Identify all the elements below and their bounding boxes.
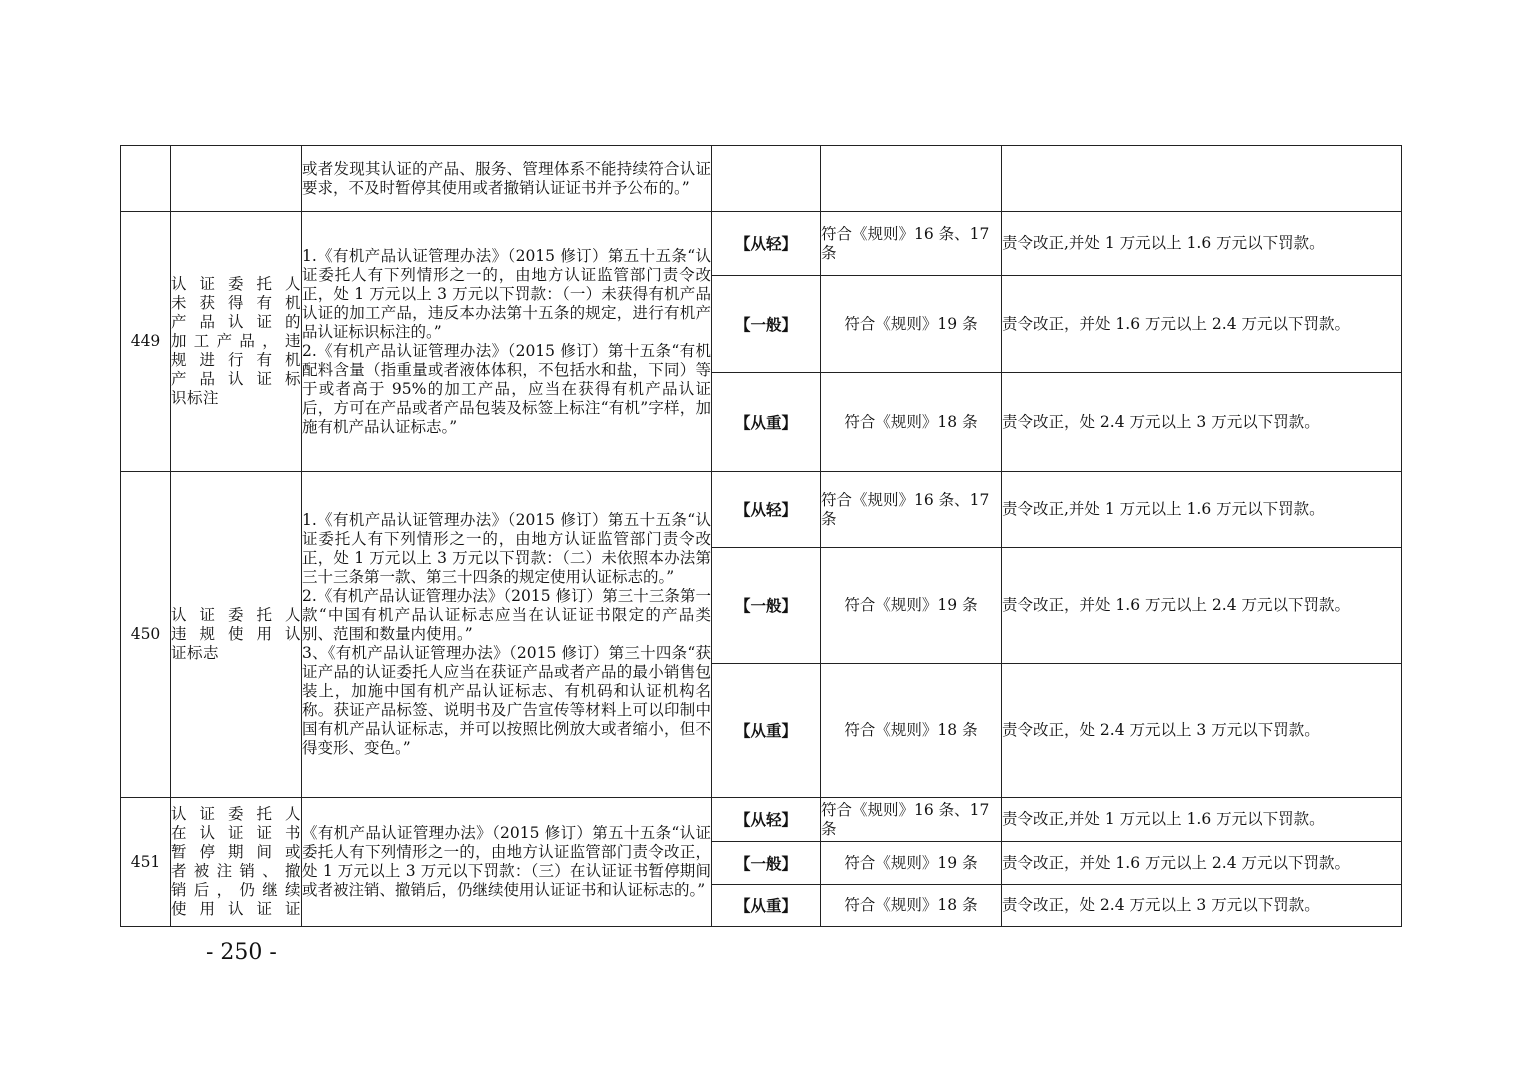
item-line: 使用认证证 xyxy=(171,900,301,918)
legal-basis xyxy=(302,212,712,472)
item-line: 暂停期间或 xyxy=(171,843,301,861)
violation-item xyxy=(171,798,302,927)
item-line: 加工产品，违 xyxy=(171,332,301,350)
level-heavy: 【从重】 xyxy=(712,885,821,927)
basis-paragraph: 2.《有机产品认证管理办法》（2015 修订）第三十三条第一款“中国有机产品认证标志应当在认证证书限定的产品类别、范围和数量内使用。” xyxy=(302,587,711,643)
table-row xyxy=(121,212,1402,276)
condition: 符合《规则》18 条 xyxy=(821,885,1002,927)
penalty-standard: 责令改正,并处 1 万元以上 1.6 万元以下罚款。 xyxy=(1002,472,1402,548)
row-number: 450 xyxy=(121,472,171,798)
basis-paragraph: 2.《有机产品认证管理办法》（2015 修订）第十五条“有机配料含量（指重量或者液体体积，不包括水和盐，下同）等于或者高于 95%的加工产品，应当在获得有机产品认证后，方可在产品或者产品包装及标签上标注“有机”字样，加施有机产品认证标志。” xyxy=(302,341,711,436)
penalty-standard: 责令改正,并处 1 万元以上 1.6 万元以下罚款。 xyxy=(1002,212,1402,276)
penalty-standard: 责令改正，并处 1.6 万元以上 2.4 万元以下罚款。 xyxy=(1002,842,1402,885)
level-normal: 【一般】 xyxy=(712,548,821,664)
item-line: 违规使用认 xyxy=(171,625,301,643)
level-normal: 【一般】 xyxy=(712,276,821,373)
violation-item xyxy=(171,472,302,798)
condition: 符合《规则》19 条 xyxy=(821,548,1002,664)
penalty-standard: 责令改正，处 2.4 万元以上 3 万元以下罚款。 xyxy=(1002,373,1402,472)
standard-cell xyxy=(1002,146,1402,212)
condition-cell xyxy=(821,146,1002,212)
condition: 符合《规则》19 条 xyxy=(821,276,1002,373)
penalty-standard: 责令改正，并处 1.6 万元以上 2.4 万元以下罚款。 xyxy=(1002,276,1402,373)
penalty-table xyxy=(120,145,1402,927)
item-line: 产品认证标 xyxy=(171,370,301,388)
condition: 符合《规则》16 条、17 条 xyxy=(821,472,1002,548)
violation-item xyxy=(171,212,302,472)
level-light: 【从轻】 xyxy=(712,472,821,548)
item-cell xyxy=(171,146,302,212)
basis-paragraph: 《有机产品认证管理办法》（2015 修订）第五十五条“认证委托人有下列情形之一的，由地方认证监管部门责令改正，处 1 万元以上 3 万元以下罚款：（三）在认证证书暂停期间或者被注销、撤销后，仍继续使用认证证书和认证标志的。” xyxy=(302,824,711,899)
item-line: 在认证证书 xyxy=(171,824,301,842)
level-normal: 【一般】 xyxy=(712,842,821,885)
item-line: 认证委托人 xyxy=(171,805,301,823)
item-line: 证标志 xyxy=(171,644,220,662)
basis-paragraph: 3、《有机产品认证管理办法》（2015 修订）第三十四条“获证产品的认证委托人应当在获证产品或者产品的最小销售包装上，加施中国有机产品认证标志、有机码和认证机构名称。获证产品标签、说明书及广告宣传等材料上可以印制中国有机产品认证标志，并可以按照比例放大或者缩小，但不得变形、变色。” xyxy=(302,644,711,757)
penalty-standard: 责令改正，处 2.4 万元以上 3 万元以下罚款。 xyxy=(1002,885,1402,927)
item-line: 销后，仍继续 xyxy=(171,881,301,899)
table-row xyxy=(121,472,1402,548)
table-row xyxy=(121,798,1402,842)
condition: 符合《规则》18 条 xyxy=(821,373,1002,472)
item-line: 识标注 xyxy=(171,389,220,407)
level-light: 【从轻】 xyxy=(712,798,821,842)
row-number: 449 xyxy=(121,212,171,472)
basis-cell xyxy=(302,146,712,212)
item-line: 认证委托人 xyxy=(171,606,301,624)
legal-basis xyxy=(302,472,712,798)
row-number: 451 xyxy=(121,798,171,927)
item-line: 规进行有机 xyxy=(171,351,301,369)
penalty-standard: 责令改正,并处 1 万元以上 1.6 万元以下罚款。 xyxy=(1002,798,1402,842)
item-line: 未获得有机 xyxy=(171,294,301,312)
page-number: - 250 - xyxy=(206,940,277,965)
level-light: 【从轻】 xyxy=(712,212,821,276)
penalty-standard: 责令改正，处 2.4 万元以上 3 万元以下罚款。 xyxy=(1002,664,1402,798)
condition: 符合《规则》19 条 xyxy=(821,842,1002,885)
row-number-cell xyxy=(121,146,171,212)
basis-paragraph: 1.《有机产品认证管理办法》（2015 修订）第五十五条“认证委托人有下列情形之一的，由地方认证监管部门责令改正，处 1 万元以上 3 万元以下罚款：（二）未依照本办法第三十三条第一款、第三十四条的规定使用认证标志的。” xyxy=(302,511,711,586)
item-line: 产品认证的 xyxy=(171,313,301,331)
penalty-standard: 责令改正，并处 1.6 万元以上 2.4 万元以下罚款。 xyxy=(1002,548,1402,664)
legal-basis xyxy=(302,798,712,927)
condition: 符合《规则》16 条、17 条 xyxy=(821,212,1002,276)
level-cell xyxy=(712,146,821,212)
condition: 符合《规则》18 条 xyxy=(821,664,1002,798)
continuation-row xyxy=(121,146,1402,212)
basis-paragraph: 1.《有机产品认证管理办法》（2015 修订）第五十五条“认证委托人有下列情形之一的，由地方认证监管部门责令改正，处 1 万元以上 3 万元以下罚款：（一）未获得有机产品认证的加工产品，违反本办法第十五条的规定，进行有机产品认证标识标注的。” xyxy=(302,246,711,341)
level-heavy: 【从重】 xyxy=(712,373,821,472)
item-line: 者被注销、撤 xyxy=(171,862,301,880)
basis-text: 或者发现其认证的产品、服务、管理体系不能持续符合认证要求，不及时暂停其使用或者撤销认证证书并予公布的。” xyxy=(302,159,711,197)
level-heavy: 【从重】 xyxy=(712,664,821,798)
item-line: 认证委托人 xyxy=(171,275,301,293)
condition: 符合《规则》16 条、17 条 xyxy=(821,798,1002,842)
